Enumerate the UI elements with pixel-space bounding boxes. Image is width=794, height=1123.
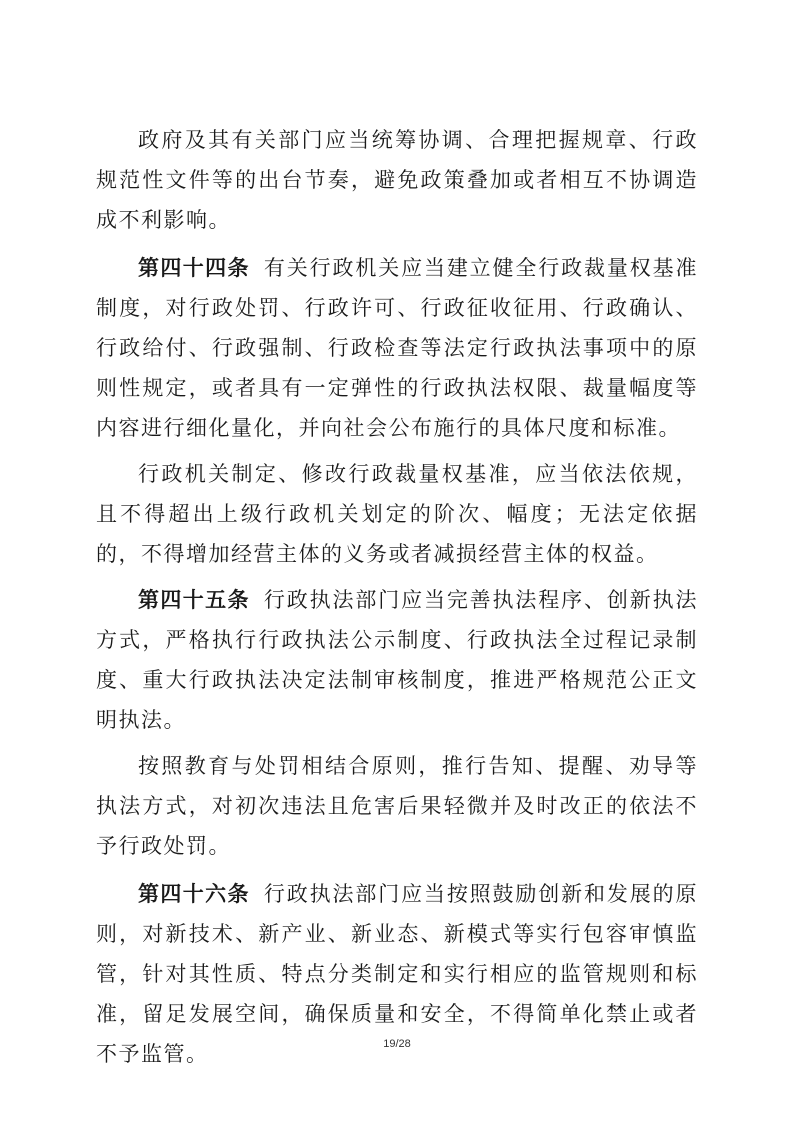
paragraph-discretion-benchmark xyxy=(96,454,698,574)
article-45 xyxy=(96,580,698,740)
page-number: 19/28 xyxy=(383,1038,411,1050)
paragraph-coordination xyxy=(96,120,698,240)
article-44 xyxy=(96,248,698,448)
paragraph-text: 行政执法部门应当完善执法程序、创新执法方式，严格执行行政执法公示制度、行政执法全过程记录制度、重大行政执法决定法制审核制度，推进严格规范公正文明执法。 xyxy=(96,588,699,732)
paragraph-text: 政府及其有关部门应当统筹协调、合理把握规章、行政规范性文件等的出台节奏，避免政策叠加或者相互不协调造成不利影响。 xyxy=(96,128,698,232)
paragraph-text: 有关行政机关应当建立健全行政裁量权基准制度，对行政处罚、行政许可、行政征收征用、行政确认、行政给付、行政强制、行政检查等法定行政执法事项中的原则性规定，或者具有一定弹性的行政执法权限、裁量幅度等内容进行细化量化，并向社会公布施行的具体尺度和标准。 xyxy=(96,256,699,440)
article-number: 第四十六条 xyxy=(138,882,250,906)
paragraph-education-penalty xyxy=(96,746,698,866)
article-number: 第四十四条 xyxy=(138,256,250,280)
article-number: 第四十五条 xyxy=(138,588,250,612)
paragraph-text: 行政执法部门应当按照鼓励创新和发展的原则，对新技术、新产业、新业态、新模式等实行包容审慎监管，针对其性质、特点分类制定和实行相应的监管规则和标准，留足发展空间，确保质量和安全，不得简单化禁止或者不予监管。 xyxy=(96,882,699,1066)
document-body xyxy=(96,120,698,1074)
paragraph-text: 按照教育与处罚相结合原则，推行告知、提醒、劝导等执法方式，对初次违法且危害后果轻微并及时改正的依法不予行政处罚。 xyxy=(96,754,698,858)
paragraph-text: 行政机关制定、修改行政裁量权基准，应当依法依规，且不得超出上级行政机关划定的阶次、幅度；无法定依据的，不得增加经营主体的义务或者减损经营主体的权益。 xyxy=(96,462,698,566)
